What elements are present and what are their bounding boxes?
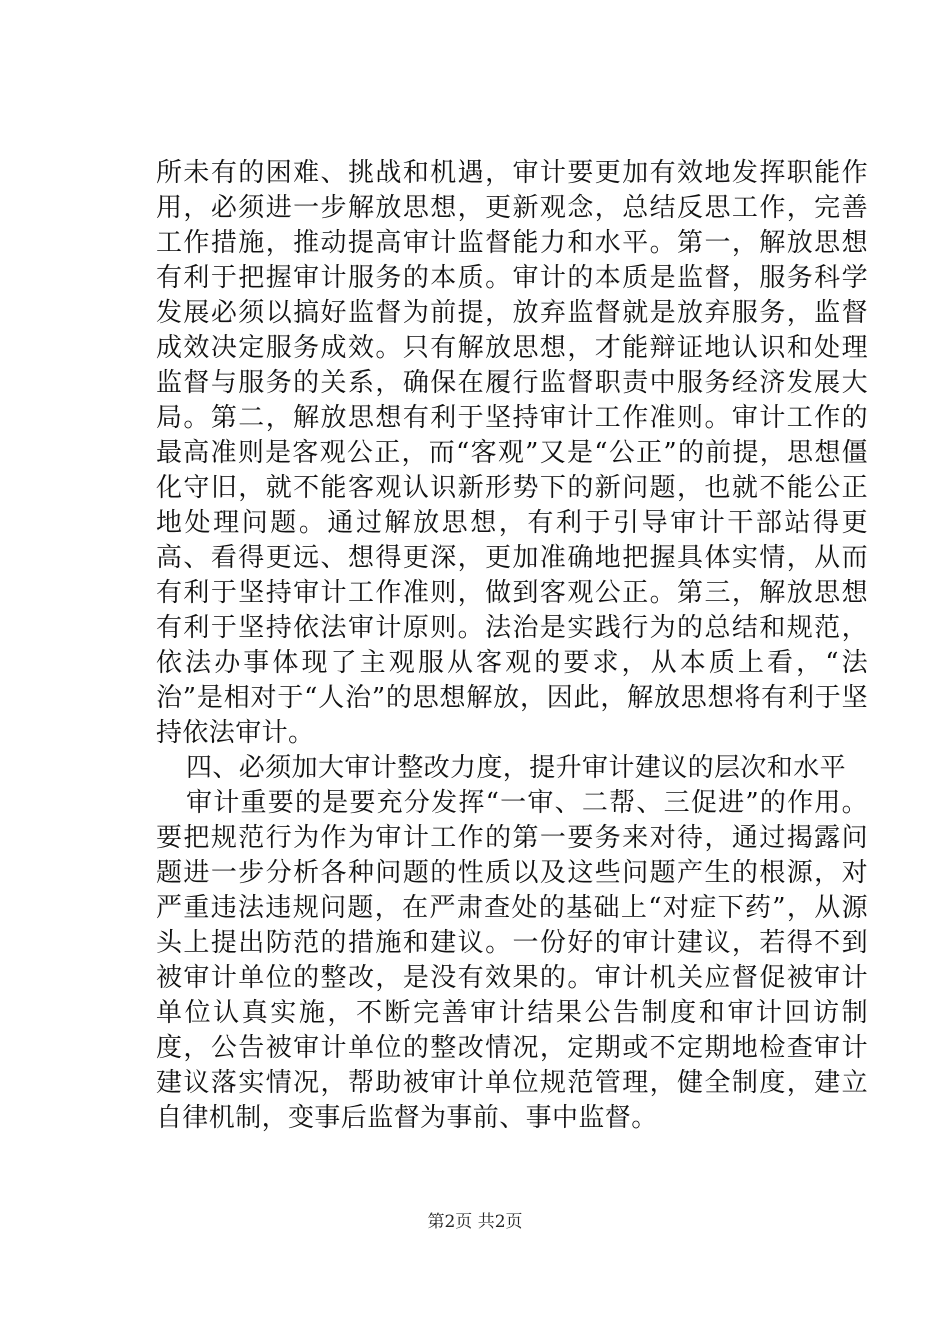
paragraph-audit-rectification: 审计重要的是要充分发挥“一审、二帮、三促进”的作用。要把规范行为作为审计工作的第一要务来对待，通过揭露问题进一步分析各种问题的性质以及这些问题产生的根源，对严重违法违规问题，在严肃查处的基础上“对症下药”，从源头上提出防范的措施和建议。一份好的审计建议，若得不到被审计单位的整改，是没有效果的。审计机关应督促被审计单位认真实施，不断完善审计结果公告制度和审计回访制度，公告被审计单位的整改情况，定期或不定期地检查审计建议落实情况，帮助被审计单位规范管理，健全制度，建立自律机制，变事后监督为事前、事中监督。 (156, 788, 868, 1133)
page-footer: 第2页 共2页 (427, 1212, 523, 1232)
paragraph-continuation: 所未有的困难、挑战和机遇，审计要更加有效地发挥职能作用，必须进一步解放思想，更新观念，总结反思工作，完善工作措施，推动提高审计监督能力和水平。第一，解放思想有利于把握审计服务的本质。审计的本质是监督，服务科学发展必须以搞好监督为前提，放弃监督就是放弃服务，监督成效决定服务成效。只有解放思想，才能辩证地认识和处理监督与服务的关系，确保在履行监督职责中服务经济发展大局。第二，解放思想有利于坚持审计工作准则。审计工作的最高准则是客观公正，而“客观”又是“公正”的前提，思想僵化守旧，就不能客观认识新形势下的新问题，也就不能公正地处理问题。通过解放思想，有利于引导审计干部站得更高、看得更远、想得更深，更加准确地把握具体实情，从而有利于坚持审计工作准则，做到客观公正。第三，解放思想有利于坚持依法审计原则。法治是实践行为的总结和规范，依法办事体现了主观服从客观的要求，从本质上看，“法治”是相对于“人治”的思想解放，因此，解放思想将有利于坚持依法审计。 (156, 158, 868, 748)
section-heading: 四、必须加大审计整改力度，提升审计建议的层次和水平 (186, 753, 847, 783)
document-body (156, 156, 868, 1136)
